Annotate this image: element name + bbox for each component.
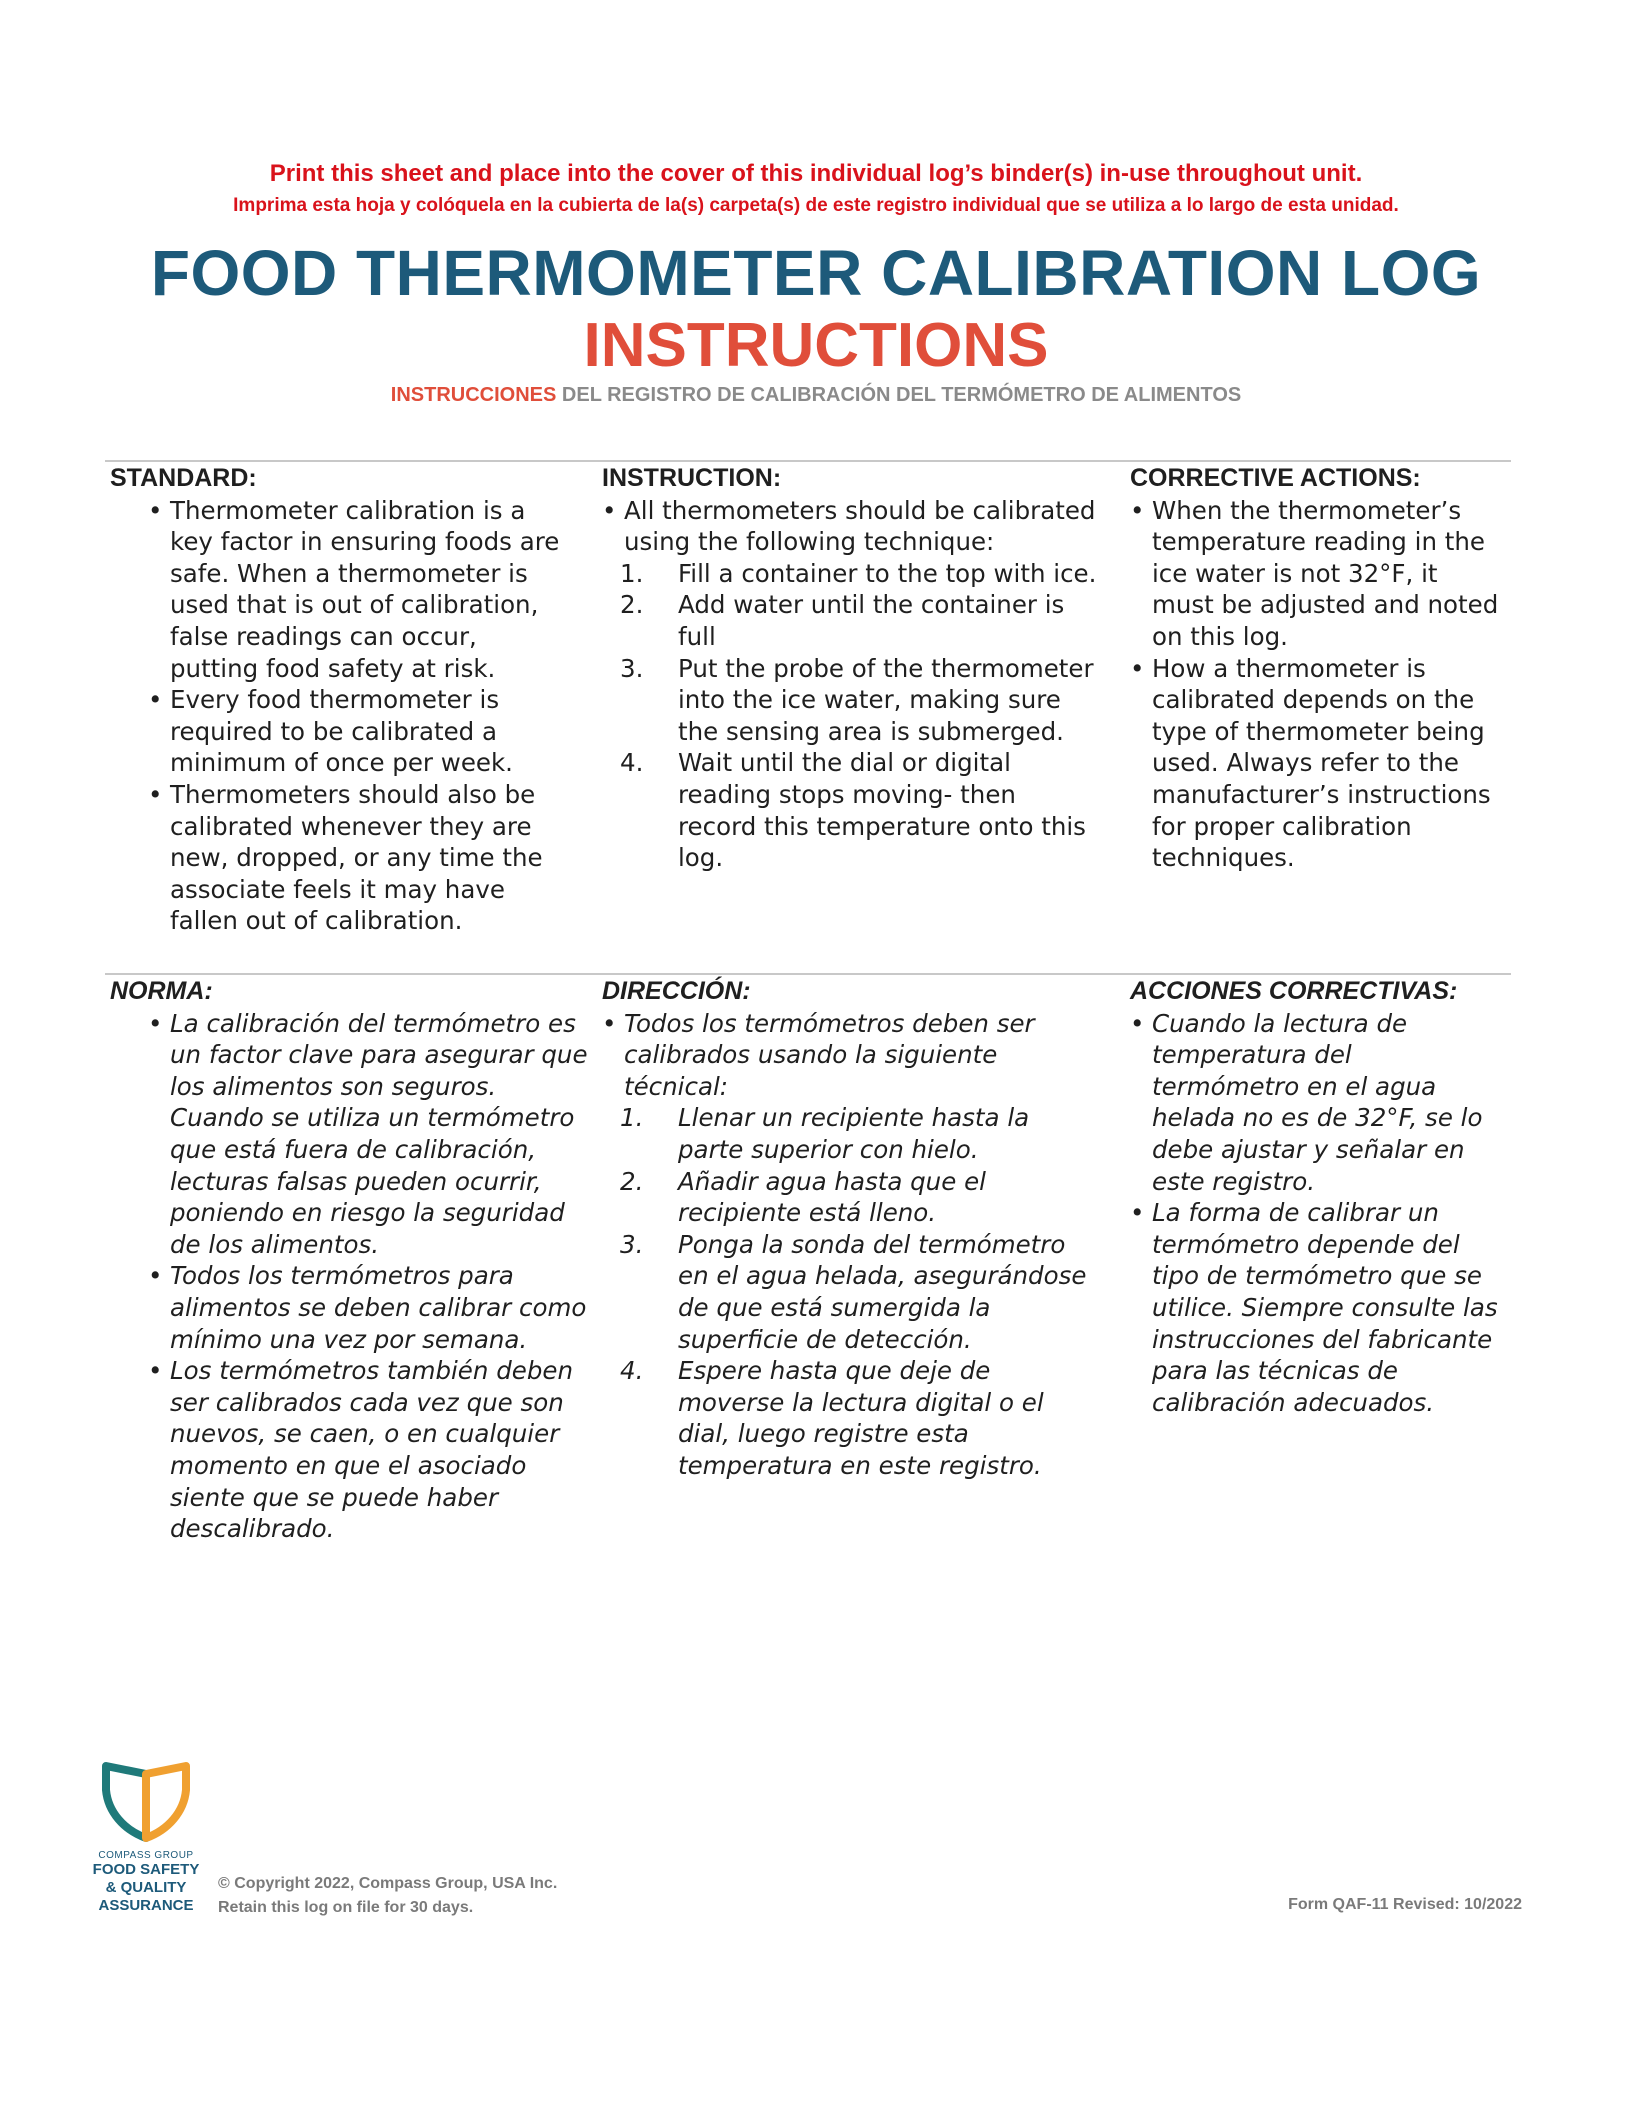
corrective-heading: CORRECTIVE ACTIONS:	[1130, 464, 1421, 492]
spanish-subtitle	[0, 384, 1632, 407]
retention-note: Retain this log on file for 30 days.	[218, 1899, 474, 1916]
print-notice-spanish: Imprima esta hoja y colóquela en la cubierta de la(s) carpeta(s) de este registro individual que se utiliza a lo largo de esta unidad.	[233, 195, 1399, 216]
form-revision: Form QAF-11 Revised: 10/2022	[1288, 1896, 1522, 1913]
logo-line-1: FOOD SAFETY	[92, 1861, 200, 1878]
acciones-list	[1130, 1008, 1505, 1419]
standard-item: • Thermometer calibration is a key factor in ensuring foods are safe. When a thermometer is used that is out of calibration, false readings can occur, putting food safety at risk.	[148, 495, 570, 685]
norma-heading: NORMA:	[110, 977, 213, 1005]
acciones-item: • La forma de calibrar un termómetro depende del tipo de termómetro que se utilice. Siempre consulte las instrucciones del fabricante para las técnicas de calibración adecuados.	[1130, 1197, 1505, 1418]
direccion-section	[602, 976, 1097, 1482]
copyright-text: © Copyright 2022, Compass Group, USA Inc.	[218, 1875, 558, 1892]
middle-divider	[105, 973, 1511, 975]
norma-list	[148, 1008, 590, 1545]
copyright-block	[218, 1872, 557, 1920]
instruction-heading: INSTRUCTION:	[602, 464, 782, 492]
food-safety-logo	[80, 1760, 212, 1915]
norma-item: • Los termómetros también deben ser calibrados cada vez que son nuevos, se caen, o en cualquier momento en que el asociado siente que se puede haber descalibrado.	[148, 1355, 590, 1545]
page-title: FOOD THERMOMETER CALIBRATION LOG	[150, 237, 1482, 309]
acciones-section	[1130, 976, 1505, 1418]
spanish-subtitle-rest: DEL REGISTRO DE CALIBRACIÓN DEL TERMÓMETRO DE ALIMENTOS	[561, 384, 1242, 406]
norma-section	[110, 976, 590, 1545]
standard-item: • Thermometers should also be calibrated whenever they are new, dropped, or any time the associate feels it may have fallen out of calibration.	[148, 779, 570, 937]
spanish-subtitle-accent: INSTRUCCIONES	[390, 384, 557, 406]
logo-company: COMPASS GROUP	[98, 1850, 194, 1861]
instruction-steps	[602, 558, 1097, 874]
direccion-step: 3. Ponga la sonda del termómetro en el agua helada, asegurándose de que está sumergida la superficie de detección.	[620, 1229, 1087, 1354]
standard-heading: STANDARD:	[110, 464, 257, 492]
direccion-intro: • Todos los termómetros deben ser calibrados usando la siguiente técnical:	[602, 1008, 1097, 1103]
direccion-steps	[602, 1102, 1097, 1481]
norma-item: • La calibración del termómetro es un factor clave para asegurar que los alimentos son seguros. Cuando se utiliza un termómetro que está fuera de calibración, lecturas falsas pueden ocurrir, poniendo en riesgo la seguridad de los alimentos.	[148, 1008, 590, 1261]
standard-list	[148, 495, 570, 937]
page-subtitle: INSTRUCTIONS	[583, 311, 1049, 380]
instruction-step: 3. Put the probe of the thermometer into the ice water, making sure the sensing area is submerged.	[620, 653, 1094, 746]
instruction-intro-list	[602, 495, 1097, 558]
standard-item: • Every food thermometer is required to be calibrated a minimum of once per week.	[148, 684, 570, 779]
instruction-step: 1. Fill a container to the top with ice.	[620, 558, 1097, 588]
corrective-item: • When the thermometer’s temperature reading in the ice water is not 32°F, it must be adjusted and noted on this log.	[1130, 495, 1500, 653]
norma-item: • Todos los termómetros para alimentos se deben calibrar como mínimo una vez por semana.	[148, 1260, 590, 1355]
instruction-section	[602, 463, 1097, 874]
corrective-section	[1130, 463, 1500, 874]
logo-line-3: ASSURANCE	[98, 1897, 194, 1914]
direccion-step: 4. Espere hasta que deje de moverse la lectura digital o el dial, luego registre esta temperatura en este registro.	[620, 1356, 1044, 1480]
top-divider	[105, 460, 1511, 462]
print-notice-english: Print this sheet and place into the cover of this individual log’s binder(s) in-use throughout unit.	[269, 160, 1363, 187]
instruction-intro: • All thermometers should be calibrated using the following technique:	[602, 495, 1097, 558]
acciones-heading: ACCIONES CORRECTIVAS:	[1130, 977, 1458, 1005]
standard-section	[110, 463, 570, 937]
direccion-heading: DIRECCIÓN:	[602, 977, 751, 1005]
instruction-step: 4. Wait until the dial or digital reading stops moving- then record this temperature onto this log.	[620, 748, 1086, 873]
direccion-step: 1. Llenar un recipiente hasta la parte superior con hielo.	[620, 1103, 1030, 1164]
direccion-step: 2. Añadir agua hasta que el recipiente está lleno.	[620, 1166, 986, 1228]
acciones-item: • Cuando la lectura de temperatura del termómetro en el agua helada no es de 32°F, se lo debe ajustar y señalar en este registro.	[1130, 1008, 1505, 1198]
direccion-intro-list	[602, 1008, 1097, 1103]
logo-line-2: & QUALITY	[105, 1879, 187, 1896]
corrective-list	[1130, 495, 1500, 874]
instruction-step: 2. Add water until the container is full	[620, 590, 1065, 651]
shield-icon	[98, 1760, 194, 1844]
corrective-item: • How a thermometer is calibrated depends on the type of thermometer being used. Always refer to the manufacturer’s instructions for proper calibration techniques.	[1130, 653, 1500, 874]
